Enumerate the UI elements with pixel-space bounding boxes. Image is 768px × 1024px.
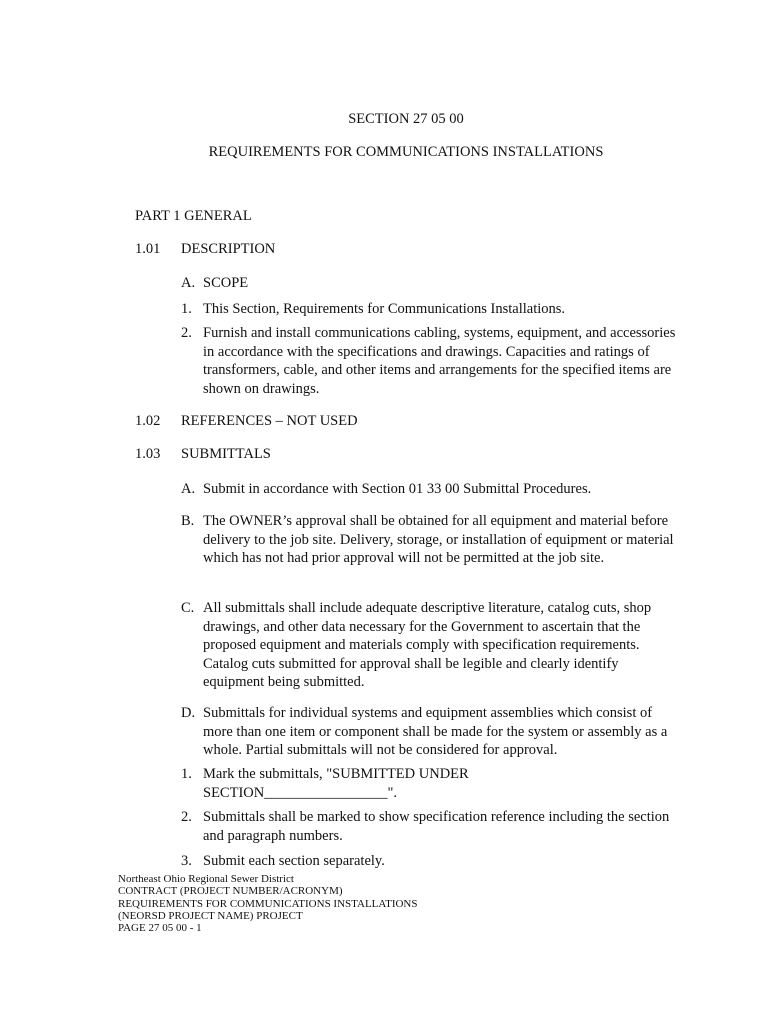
list-text: Furnish and install communications cabling, systems, equipment, and accessories in accordance with the specifications and drawings. Capacities and ratings of transformers, cable, and other items and arrangements for the specified items are shown on drawings.: [203, 325, 676, 397]
paragraph-text: Submit in accordance with Section 01 33 00 Submittal Procedures.: [203, 481, 592, 497]
list-marker: 3.: [181, 853, 192, 869]
footer-contract: CONTRACT (PROJECT NUMBER/ACRONYM): [118, 885, 343, 898]
paragraph-marker: A.: [181, 481, 196, 497]
paragraph: [181, 480, 681, 499]
paragraph-marker: B.: [181, 513, 195, 529]
article-title: SUBMITTALS: [181, 446, 271, 462]
article-number: 1.03: [135, 446, 161, 462]
paragraph-text: All submittals shall include adequate descriptive literature, catalog cuts, shop drawings, and other data necessary for the Government to ascertain that the proposed equipment and materials comply with specification requirements. Catalog cuts submitted for approval shall be legible and clearly identify equipment being submitted.: [203, 600, 652, 690]
list-marker: 2.: [181, 325, 192, 341]
paragraph-marker: A.: [181, 275, 196, 291]
footer-project: (NEORSD PROJECT NAME) PROJECT: [118, 909, 303, 922]
list-text: Submittals shall be marked to show specification reference including the section and paragraph numbers.: [203, 809, 670, 844]
list-text: This Section, Requirements for Communications Installations.: [203, 301, 566, 317]
page-footer: [118, 873, 418, 934]
article-title: REFERENCES – NOT USED: [181, 413, 358, 429]
list-item: [181, 300, 681, 319]
article-number: 1.02: [135, 413, 161, 429]
section-number: SECTION 27 05 00: [348, 111, 464, 127]
paragraph-text: Submittals for individual systems and equipment assemblies which consist of more than one item or component shall be made for the system or assembly as a whole. Partial submittals will not be considered for approval.: [203, 705, 668, 758]
section-title: REQUIREMENTS FOR COMMUNICATIONS INSTALLATIONS: [208, 144, 604, 160]
paragraph-scope: [181, 274, 681, 293]
paragraph: [181, 512, 681, 568]
paragraph: [181, 704, 681, 760]
list-item: [181, 808, 681, 845]
article-title: DESCRIPTION: [181, 241, 276, 257]
paragraph-text: The OWNER’s approval shall be obtained for all equipment and material before delivery to the job site. Delivery, storage, or installation of equipment or material which has not had prior approval will not be permitted at the job site.: [203, 513, 674, 566]
paragraph-marker: D.: [181, 705, 196, 721]
paragraph: [181, 599, 681, 692]
footer-page-number: PAGE 27 05 00 - 1: [118, 922, 202, 935]
paragraph-marker: C.: [181, 600, 195, 616]
article-number: 1.01: [135, 241, 161, 257]
footer-title: REQUIREMENTS FOR COMMUNICATIONS INSTALLATIONS: [118, 897, 418, 910]
part-heading: PART 1 GENERAL: [135, 208, 252, 224]
list-marker: 1.: [181, 301, 192, 317]
list-text: Mark the submittals, "SUBMITTED UNDER SECTION_________________".: [203, 766, 469, 801]
list-marker: 2.: [181, 809, 192, 825]
list-item: [181, 324, 681, 398]
list-item: [181, 852, 681, 871]
list-marker: 1.: [181, 766, 192, 782]
footer-org: Northeast Ohio Regional Sewer District: [118, 873, 294, 885]
list-text: Submit each section separately.: [203, 853, 385, 869]
paragraph-text: SCOPE: [203, 275, 249, 291]
list-item: [181, 765, 511, 802]
